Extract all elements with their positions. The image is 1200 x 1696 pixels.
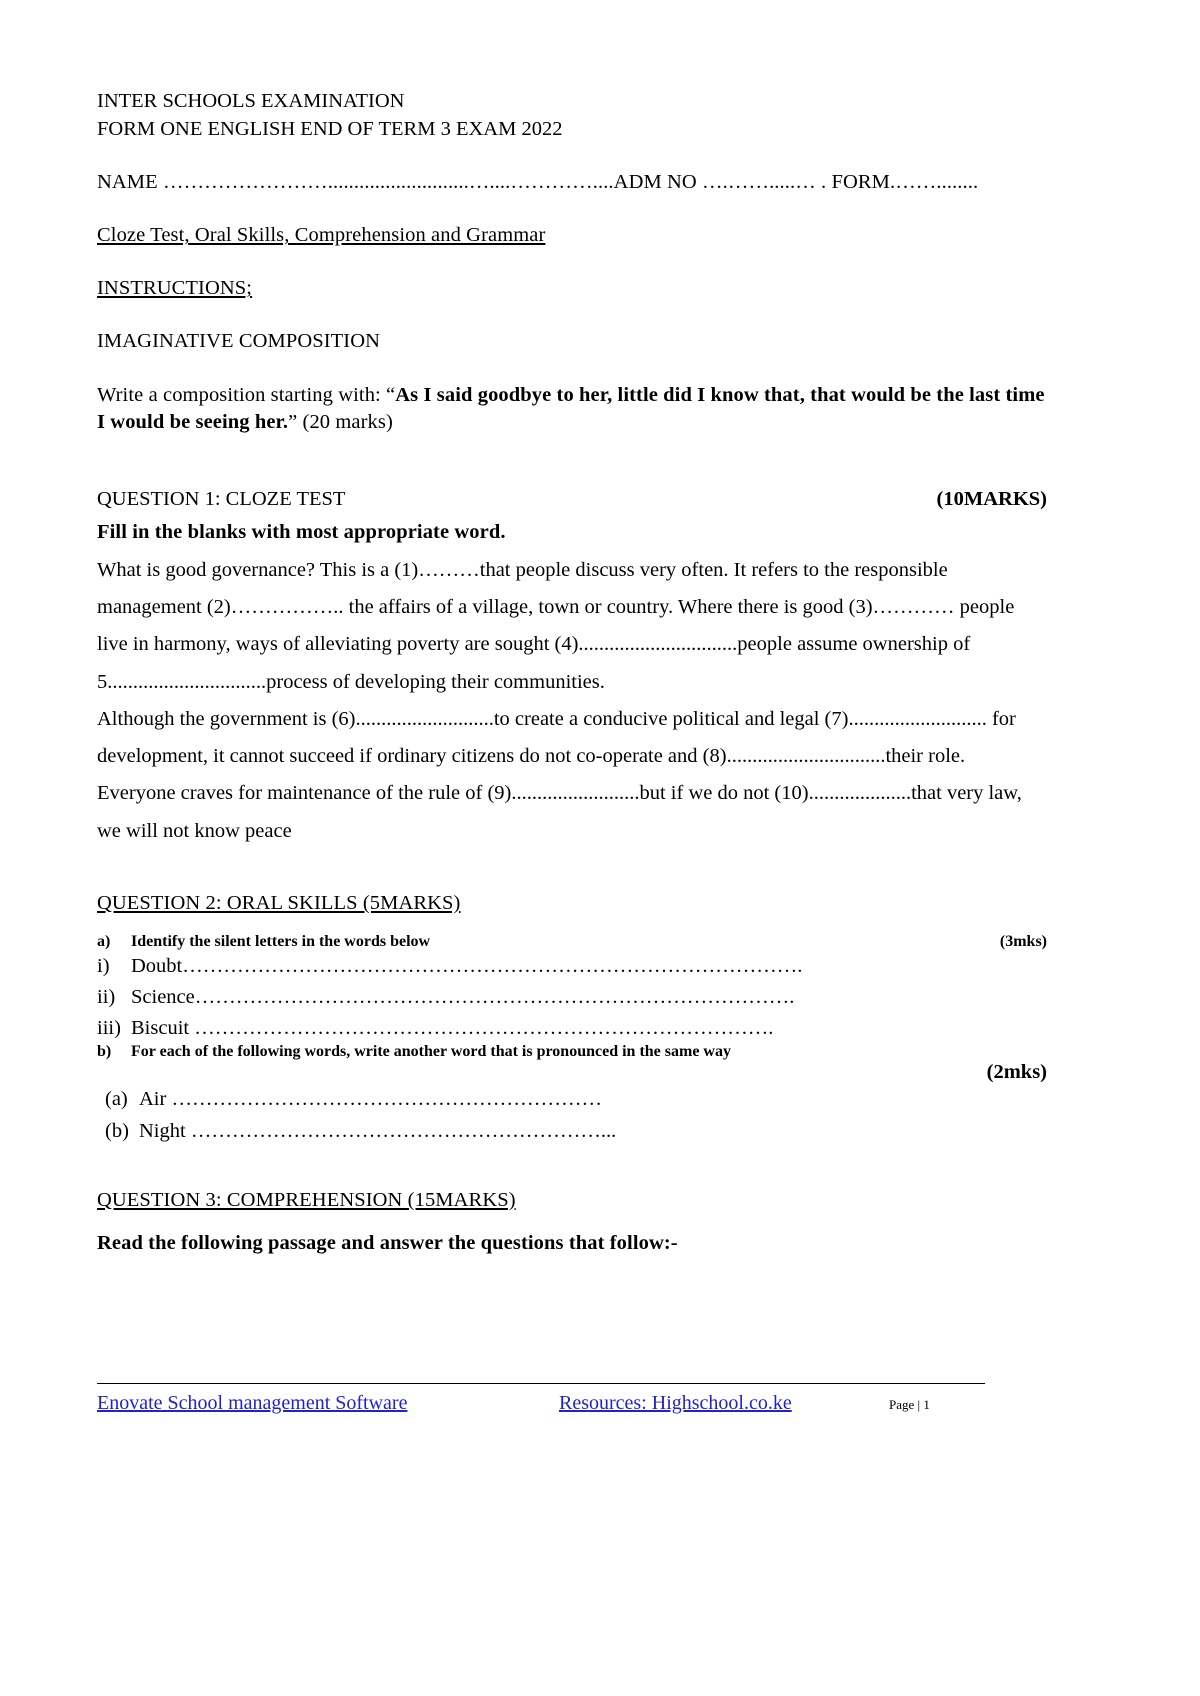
question2-part-b-marker: b) [97,1043,112,1061]
item-text: Night ……………………………………………………... [139,1119,617,1142]
exam-title-line2: FORM ONE ENGLISH END OF TERM 3 EXAM 2022 [97,117,563,140]
footer-row [97,1392,1047,1415]
item-marker: (a) [105,1088,128,1111]
question2-part-a-items [97,951,1047,1043]
item-text: Biscuit …………………………………………………………………………. [131,1016,774,1039]
question2-heading: QUESTION 2: ORAL SKILLS (5MARKS) [97,892,461,915]
footer-page-number: Page | 1 [889,1397,930,1412]
list-item [105,1116,1047,1147]
question2-part-a-text: Identify the silent letters in the words below [131,933,431,951]
composition-prompt [97,382,1047,436]
footer-divider [97,1383,985,1384]
footer-software-link[interactable]: Enovate School management Software [97,1392,408,1414]
name-admno-form-line: NAME ……………………...........................…....…………....ADM NO ….…….....… . FORM.……........ [97,171,979,194]
instructions-label: INSTRUCTIONS; [97,277,253,300]
cloze-paragraph-2: Although the government is (6)...........................to create a conducive political and legal (7)........................... for development, it cannot succeed if ordinary citizens do not co-operate and (8)...............................their role. Everyone craves for maintenance of the rule of (9).........................but if we do not (10)....................that very law, we will not know peace [97,707,1022,842]
question1-heading-row [97,488,1047,511]
item-text: Doubt………………………………………………………………………………. [131,955,803,978]
composition-prompt-prefix: Write a composition starting with: “ [97,383,396,406]
question2-part-a-row [97,933,1047,951]
question1-instruction: Fill in the blanks with most appropriate word. [97,520,506,543]
question2-part-b-row [97,1043,1047,1061]
question2-part-b-items [97,1084,1047,1146]
item-text: Air ……………………………………………………… [139,1088,602,1111]
document-body [97,88,1047,1257]
footer-resources-link[interactable]: Resources: Highschool.co.ke [559,1392,792,1414]
cloze-paragraph-1: What is good governance? This is a (1)………that people discuss very often. It refers to the responsible management (2)…………….. the affairs of a village, town or country. Where there is good (3)………… people live in harmony, ways of alleviating poverty are sought (4)...............................people assume ownership of 5...............................process of developing their communities. [97,558,1015,693]
imaginative-composition-heading: IMAGINATIVE COMPOSITION [97,330,381,353]
question2-part-a-marks: (3mks) [999,933,1047,951]
question3-instruction: Read the following passage and answer the questions that follow:- [97,1231,678,1254]
item-text: Science……………………………………………………………………………. [131,985,795,1008]
question2-part-b-marks: (2mks) [986,1061,1047,1084]
subject-topics-line: Cloze Test, Oral Skills, Comprehension and Grammar [97,224,546,247]
item-marker: i) [97,955,110,978]
page-footer [97,1383,1047,1415]
item-marker: (b) [105,1119,129,1142]
item-marker: ii) [97,985,116,1008]
item-marker: iii) [97,1016,121,1039]
cloze-passage [97,552,1047,850]
composition-prompt-quote: As I said goodbye to her, little did I know that, that would be the last time I would be seeing her. [97,383,1045,433]
question1-marks: (10MARKS) [936,487,1047,510]
question2-part-a-marker: a) [97,933,111,951]
list-item [105,1084,1047,1115]
list-item [97,982,1047,1013]
exam-title-line1: INTER SCHOOLS EXAMINATION [97,90,405,112]
question2-part-b-text: For each of the following words, write another word that is pronounced in the same way [131,1043,731,1061]
list-item [97,1013,1047,1044]
list-item [97,951,1047,982]
question3-heading: QUESTION 3: COMPREHENSION (15MARKS) [97,1188,516,1211]
composition-prompt-suffix: ” (20 marks) [288,410,393,433]
question1-heading: QUESTION 1: CLOZE TEST [97,487,346,510]
